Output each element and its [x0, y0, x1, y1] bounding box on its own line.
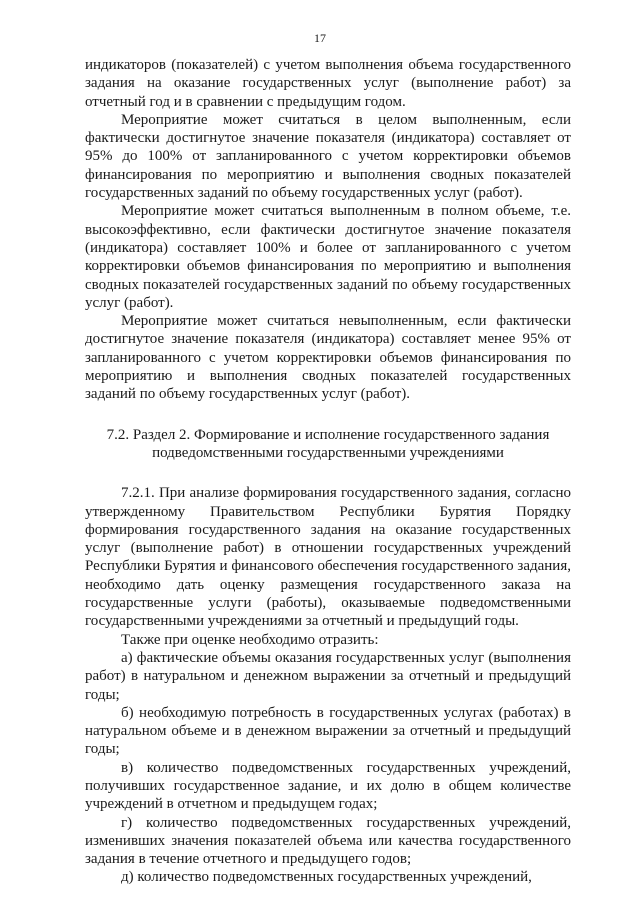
page-number: 17	[314, 31, 326, 45]
list-item-b: б) необходимую потребность в государственных услугах (работах) в натуральном объеме и в денежном выражении за отчетный и предыдущий годы;	[85, 704, 571, 758]
list-item-d: д) количество подведомственных государственных учреждений,	[121, 869, 532, 886]
document-body	[85, 56, 571, 887]
paragraph-not-completed: Мероприятие может считаться невыполненным, если фактически достигнутое значение показателя (индикатора) составляет менее 95% от запланированного с учетом корректировки объемов финансирования по мероприятию и выполнения сводных показателей государственных заданий по объему государственных услуг (работ).	[85, 313, 571, 403]
paragraph-7-2-1: 7.2.1. При анализе формирования государственного задания, согласно утвержденному Правительством Республики Бурятия Порядку формирования государственного задания на оказание государственных услуг (выполнение работ) в отношении государственных учреждений Республики Бурятия и финансового обеспечения государственного задания, необходимо дать оценку размещения государственного заказа на государственные услуги (работы), оказываемые подведомственными государственными учреждениями за отчетный и предыдущий годы.	[85, 485, 571, 630]
paragraph-fully-completed: Мероприятие может считаться выполненным в полном объеме, т.е. высокоэффективно, если фактически достигнутое значение показателя (индикатора) составляет 100% и более от запланированного с учетом корректировки объемов финансирования по мероприятию и выполнения сводных показателей государственных заданий по объему государственных услуг (работ).	[85, 203, 571, 311]
section-heading: 7.2. Раздел 2. Формирование и исполнение государственного задания подведомственными государственными учреждениями	[106, 426, 550, 461]
list-item-v: в) количество подведомственных государственных учреждений, получивших государственное задание, и их долю в общем количестве учреждений в отчетном и предыдущем годах;	[85, 759, 571, 813]
paragraph-partially-completed: Мероприятие может считаться в целом выполненным, если фактически достигнутое значение показателя (индикатора) составляет от 95% до 100% от запланированного с учетом корректировки объемов финансирования по мероприятию и выполнения сводных показателей государственных заданий по объему государственных услуг (работ).	[85, 111, 571, 202]
list-item-a: а) фактические объемы оказания государственных услуг (выполнения работ) в натуральном и денежном выражении за отчетный и предыдущий годы;	[85, 649, 571, 703]
paragraph-continuation: индикаторов (показателей) с учетом выполнения объема государственного задания на оказание государственных услуг (выполнение работ) за отчетный год и в сравнении с предыдущим годом.	[85, 57, 571, 110]
list-item-g: г) количество подведомственных государственных учреждений, изменивших значения показателей объема или качества государственного задания в течение отчетного и предыдущего годов;	[85, 814, 571, 868]
paragraph-also-reflect: Также при оценке необходимо отразить:	[121, 631, 379, 648]
